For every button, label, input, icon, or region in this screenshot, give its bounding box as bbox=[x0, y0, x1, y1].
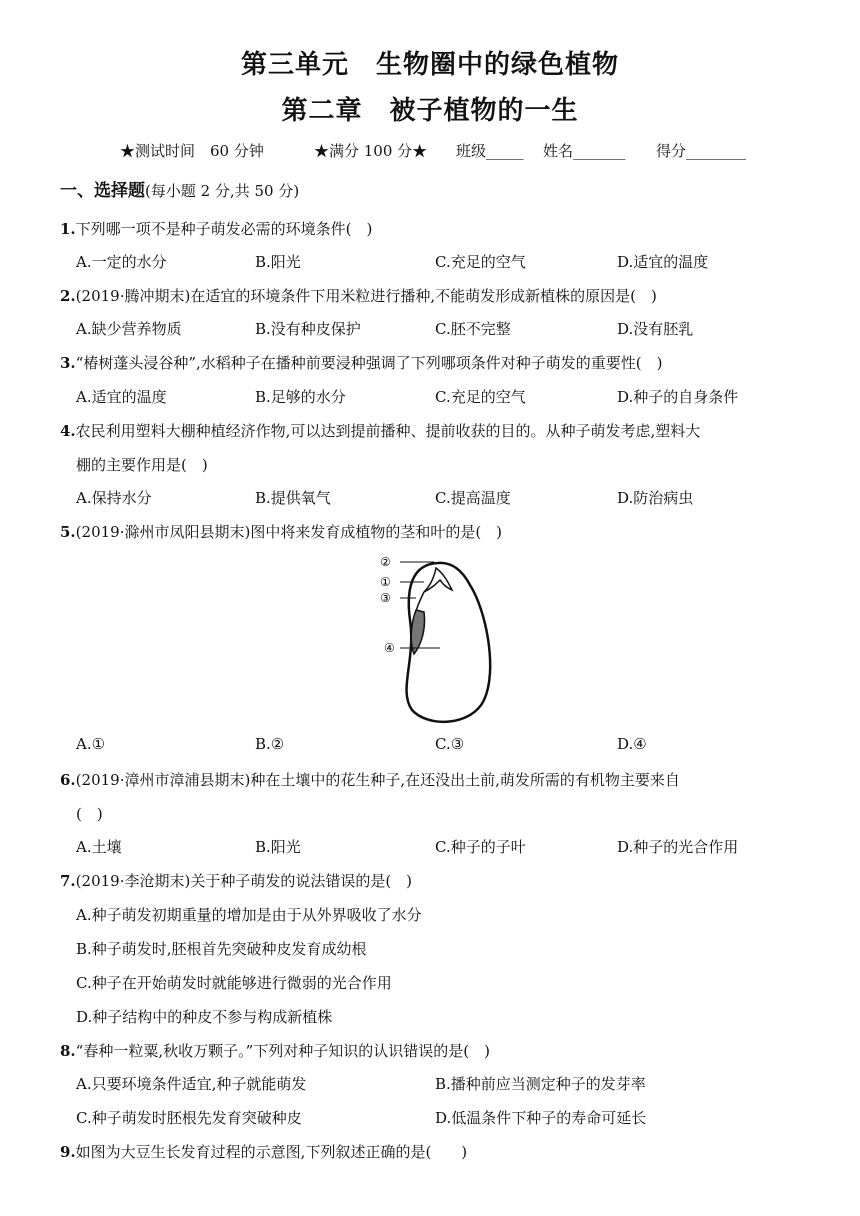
q2-option-a: A.缺少营养物质 bbox=[76, 320, 182, 338]
section-note: (每小题 2 分,共 50 分) bbox=[145, 182, 300, 200]
question-4: 4.农民利用塑料大棚种植经济作物,可以达到提前播种、提前收获的目的。从种子萌发考虑,塑料大 bbox=[60, 422, 701, 440]
q5-option-a: A.① bbox=[76, 735, 106, 753]
unit-title: 第三单元 生物圈中的绿色植物 bbox=[240, 50, 619, 80]
radicle bbox=[411, 610, 424, 654]
score-field: 得分________ bbox=[656, 142, 747, 160]
question-4-line2: 棚的主要作用是( ) bbox=[76, 456, 208, 474]
q7-option-d: D.种子结构中的种皮不参与构成新植株 bbox=[76, 1008, 333, 1026]
question-9: 9.如图为大豆生长发育过程的示意图,下列叙述正确的是( ) bbox=[60, 1143, 468, 1161]
question-5: 5.(2019·滁州市凤阳县期末)图中将来发育成植物的茎和叶的是( ) bbox=[60, 523, 503, 541]
q5-option-d: D.④ bbox=[617, 735, 647, 753]
label-2: ② bbox=[380, 555, 391, 569]
q2-option-c: C.胚不完整 bbox=[435, 320, 511, 338]
question-6-line2: ( ) bbox=[76, 805, 103, 823]
q4-option-c: C.提高温度 bbox=[435, 489, 511, 507]
name-field: 姓名_______ bbox=[543, 142, 626, 160]
q1-option-c: C.充足的空气 bbox=[435, 253, 526, 271]
q4-option-d: D.防治病虫 bbox=[617, 489, 694, 507]
label-1: ① bbox=[380, 575, 391, 589]
q1-option-b: B.阳光 bbox=[255, 253, 301, 271]
q6-option-c: C.种子的子叶 bbox=[435, 838, 526, 856]
question-1: 1.下列哪一项不是种子萌发必需的环境条件( ) bbox=[60, 220, 373, 238]
plumule bbox=[424, 568, 452, 592]
q5-option-c: C.③ bbox=[435, 735, 465, 753]
question-2: 2.(2019·腾冲期末)在适宜的环境条件下用米粒进行播种,不能萌发形成新植株的原因是( ) bbox=[60, 287, 657, 305]
q3-option-c: C.充足的空气 bbox=[435, 388, 526, 406]
question-3: 3.“椿树蓬头浸谷种”,水稻种子在播种前要浸种强调了下列哪项条件对种子萌发的重要性( ) bbox=[60, 354, 663, 372]
label-4: ④ bbox=[384, 641, 395, 655]
q5-option-b: B.② bbox=[255, 735, 285, 753]
q7-option-a: A.种子萌发初期重量的增加是由于从外界吸收了水分 bbox=[76, 906, 422, 924]
q6-option-b: B.阳光 bbox=[255, 838, 301, 856]
q1-option-a: A.一定的水分 bbox=[76, 253, 167, 271]
question-8: 8.“春种一粒粟,秋收万颗子。”下列对种子知识的认识错误的是( ) bbox=[60, 1042, 490, 1060]
q4-option-a: A.保持水分 bbox=[76, 489, 152, 507]
q3-option-d: D.种子的自身条件 bbox=[617, 388, 739, 406]
section-title: 一、选择题 bbox=[60, 181, 145, 201]
q8-option-a: A.只要环境条件适宜,种子就能萌发 bbox=[76, 1075, 307, 1093]
q3-option-a: A.适宜的温度 bbox=[76, 388, 167, 406]
q6-option-d: D.种子的光合作用 bbox=[617, 838, 739, 856]
q2-option-b: B.没有种皮保护 bbox=[255, 320, 361, 338]
q1-option-d: D.适宜的温度 bbox=[617, 253, 709, 271]
seed-diagram bbox=[376, 550, 506, 728]
question-7: 7.(2019·李沧期末)关于种子萌发的说法错误的是( ) bbox=[60, 872, 413, 890]
q7-option-b: B.种子萌发时,胚根首先突破种皮发育成幼根 bbox=[76, 940, 367, 958]
q6-option-a: A.土壤 bbox=[76, 838, 122, 856]
q8-option-c: C.种子萌发时胚根先发育突破种皮 bbox=[76, 1109, 302, 1127]
q2-option-d: D.没有胚乳 bbox=[617, 320, 694, 338]
q7-option-c: C.种子在开始萌发时就能够进行微弱的光合作用 bbox=[76, 974, 392, 992]
chapter-title: 第二章 被子植物的一生 bbox=[281, 96, 579, 126]
class-field: 班级_____ bbox=[456, 142, 524, 160]
test-time: ★测试时间 60 分钟 bbox=[120, 142, 264, 160]
q8-option-d: D.低温条件下种子的寿命可延长 bbox=[435, 1109, 647, 1127]
q8-option-b: B.播种前应当测定种子的发芽率 bbox=[435, 1075, 646, 1093]
label-3: ③ bbox=[380, 591, 391, 605]
q4-option-b: B.提供氧气 bbox=[255, 489, 331, 507]
question-6: 6.(2019·漳州市漳浦县期末)种在土壤中的花生种子,在还没出土前,萌发所需的有机物主要来自 bbox=[60, 771, 680, 789]
q3-option-b: B.足够的水分 bbox=[255, 388, 346, 406]
section-heading bbox=[60, 176, 299, 201]
full-score: ★满分 100 分★ bbox=[314, 142, 428, 160]
